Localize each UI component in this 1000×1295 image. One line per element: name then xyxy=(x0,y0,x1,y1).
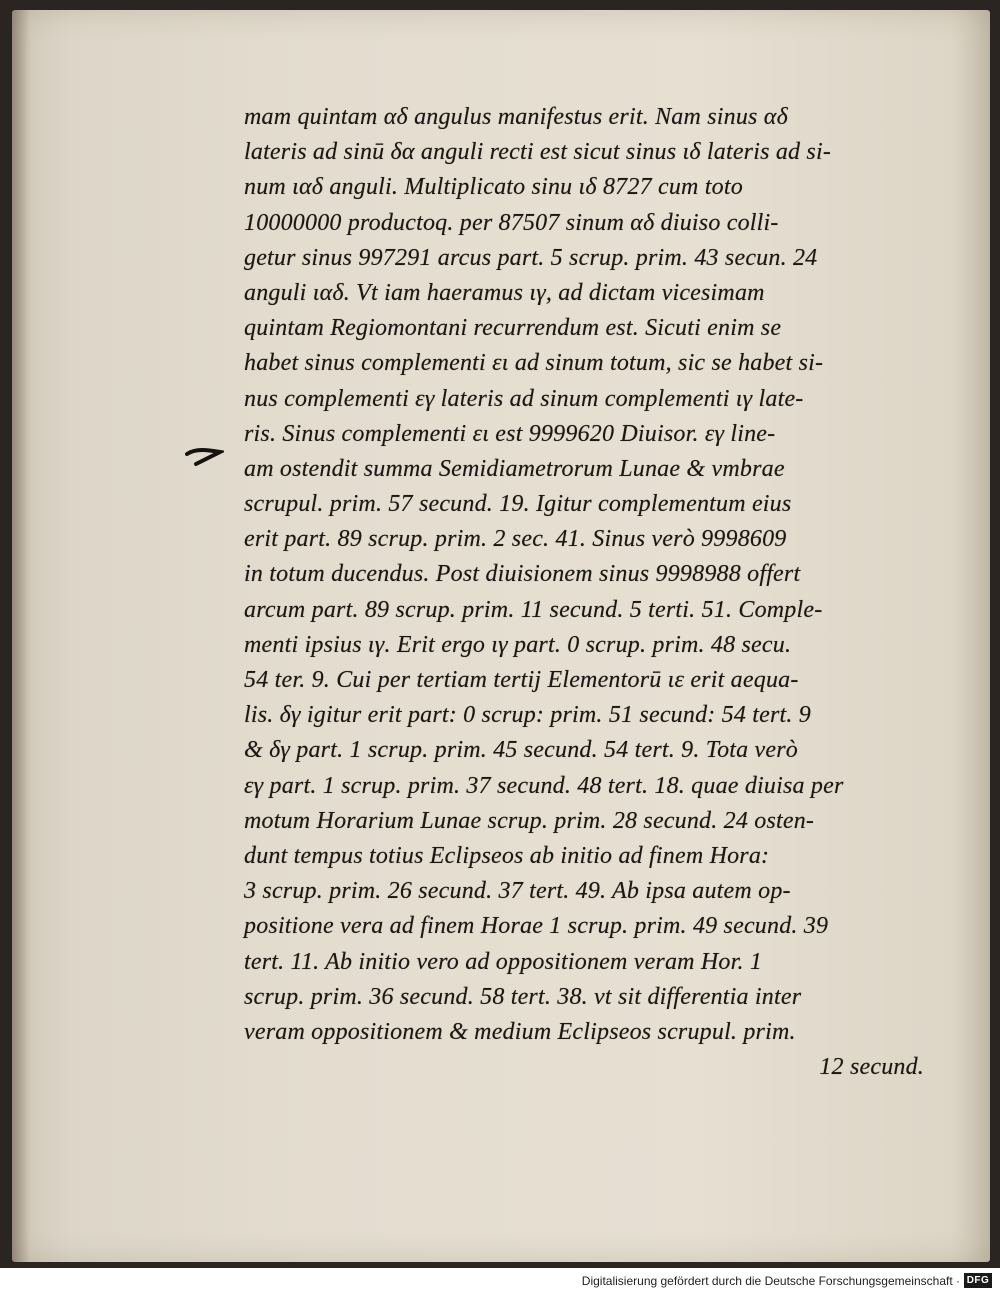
digitization-footer xyxy=(0,1268,1000,1295)
text-line: & δγ part. 1 scrup. prim. 45 secund. 54 tert. 9. Tota verò xyxy=(244,737,798,764)
text-line: scrupul. prim. 57 secund. 19. Igitur complementum eius xyxy=(244,491,792,518)
text-line: positione vera ad finem Horae 1 scrup. prim. 49 secund. 39 xyxy=(244,913,829,940)
text-line: num ιαδ anguli. Multiplicato sinu ιδ 8727 cum toto xyxy=(244,174,743,201)
text-line: nus complementi εγ lateris ad sinum complementi ιγ late- xyxy=(244,385,804,412)
text-line: motum Horarium Lunae scrup. prim. 28 secund. 24 osten- xyxy=(244,807,815,834)
text-line: quintam Regiomontani recurrendum est. Sicuti enim se xyxy=(244,315,782,342)
text-line: 54 ter. 9. Cui per tertiam tertij Elementorū ιε erit aequa- xyxy=(244,667,799,693)
text-line: menti ipsius ιγ. Erit ergo ιγ part. 0 scrup. prim. 48 secu. xyxy=(244,631,792,658)
text-line: habet sinus complementi ει ad sinum totum, sic se habet si- xyxy=(244,350,824,377)
text-line: arcum part. 89 scrup. prim. 11 secund. 5 terti. 51. Comple- xyxy=(244,596,823,623)
text-line: 10000000 productoq. per 87507 sinum αδ diuiso colli- xyxy=(244,209,779,236)
text-line: lateris ad sinū δα anguli recti est sicut sinus ιδ lateris ad si- xyxy=(244,139,832,166)
text-line: 3 scrup. prim. 26 secund. 37 tert. 49. Ab ipsa autem op- xyxy=(244,878,791,905)
text-line: getur sinus 997291 arcus part. 5 scrup. prim. 43 secun. 24 xyxy=(244,244,818,271)
text-line: dunt tempus totius Eclipseos ab initio ad finem Hora: xyxy=(244,842,770,869)
page-text-block xyxy=(244,100,934,1085)
text-line: erit part. 89 scrup. prim. 2 sec. 41. Sinus verò 9998609 xyxy=(244,526,787,553)
text-line: veram oppositionem & medium Eclipseos scrupul. prim. xyxy=(244,1018,796,1045)
catchword-line: 12 secund. xyxy=(819,1054,924,1081)
text-line: am ostendit summa Semidiametrorum Lunae & vmbrae xyxy=(244,455,785,482)
text-line: lis. δγ igitur erit part: 0 scrup: prim. 51 secund: 54 tert. 9 xyxy=(244,702,811,729)
text-line: tert. 11. Ab initio vero ad oppositionem veram Hor. 1 xyxy=(244,948,763,975)
text-line: ris. Sinus complementi ει est 9999620 Diuisor. εγ line- xyxy=(244,420,776,447)
text-line: anguli ιαδ. Vt iam haeramus ιγ, ad dictam vicesimam xyxy=(244,279,765,306)
margin-pen-mark-icon xyxy=(184,446,224,468)
funding-credit: Digitalisierung gefördert durch die Deutsche Forschungsgemeinschaft · xyxy=(581,1274,960,1288)
page-fold-shadow xyxy=(12,10,30,1262)
text-line: scrup. prim. 36 secund. 58 tert. 38. vt sit differentia inter xyxy=(244,983,802,1010)
book-page xyxy=(12,10,990,1262)
dfg-logo[interactable]: DFG xyxy=(964,1273,992,1288)
text-line: in totum ducendus. Post diuisionem sinus 9998988 offert xyxy=(244,561,801,588)
text-line: mam quintam αδ angulus manifestus erit. Nam sinus αδ xyxy=(244,104,788,130)
text-line: εγ part. 1 scrup. prim. 37 secund. 48 tert. 18. quae diuisa per xyxy=(244,772,844,799)
